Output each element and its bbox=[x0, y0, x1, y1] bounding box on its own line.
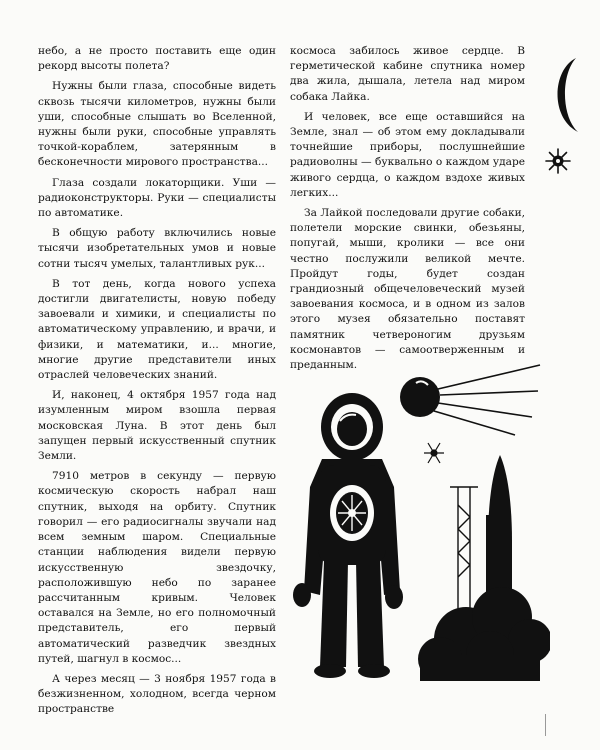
left-text-column bbox=[38, 44, 276, 723]
paragraph: За Лайкой последовали другие собаки, полетели морские свинки, обезьяны, попугай, мыши, кролики — все они честно послужили великой мечте. Пройдут годы, будет создан грандиозный общечеловеческий музей завоевания космоса, и в одном из залов этого музея обязательно поставят памятник четвероногим друзьям космонавтов — самоотверженным и преданным. bbox=[290, 207, 525, 372]
paragraph: Глаза создали локаторщики. Уши — радиоконструкторы. Руки — специалисты по автоматике. bbox=[38, 176, 276, 220]
page-edge-mark bbox=[545, 714, 546, 736]
star-icon bbox=[543, 146, 573, 176]
paragraph: Нужны были глаза, способные видеть сквозь тысячи километров, нужны были уши, способные слышать во Вселенной, нужны были руки, способные управлять точкой-кораблем, затерянным в бесконечности мирового пространства... bbox=[38, 80, 276, 169]
rocket-icon bbox=[486, 455, 512, 595]
paragraph: 7910 метров в секунду — первую космическую скорость набрал наш спутник, выходя на орбиту. Спутник говорил — его радиосигналы звучали над всем земным шаром. Специальные станции наблюдения видели первую искусственную звездочку, расположившую небо по заранее рассчитанным кривым. Человек оставался на Земле, но его полномочный представитель, его первый автоматический разведчик звездных путей, шагнул в космос... bbox=[38, 470, 276, 665]
paragraph: небо, а не просто поставить еще один рекорд высоты полета? bbox=[38, 45, 276, 73]
paragraph: А через месяц — 3 ноября 1957 года в безжизненном, холодном, всегда черном пространстве bbox=[38, 672, 276, 716]
paragraph: В тот день, когда нового успеха достигли двигателисты, новую победу завоевали и химики, и специалисты по автоматическому управлению, и врачи, и физики, и математики, и... многие, многие другие представители иных отраслей человеческих знаний. bbox=[38, 277, 276, 382]
paragraph: И человек, все еще оставшийся на Земле, знал — об этом ему докладывали точнейшие приборы, послушнейшие радиоволны — буквально о каждом ударе живого сердца, о каждом вздохе живых легких... bbox=[290, 110, 525, 199]
right-text-column bbox=[290, 44, 525, 378]
cosmonaut-sputnik-rocket-illustration bbox=[290, 355, 550, 685]
cosmonaut-figure bbox=[293, 393, 403, 678]
sputnik-icon bbox=[400, 365, 540, 435]
paragraph: В общую работу включились новые тысячи изобретательных умов и новые сотни тысяч умелых, талантливых рук... bbox=[38, 227, 276, 270]
paragraph: И, наконец, 4 октября 1957 года над изумленным миром взошла первая московская Луна. В этот день был запущен первый искусственный спутник Земли. bbox=[38, 389, 276, 463]
paragraph: космоса забилось живое сердце. В герметической кабине спутника номер два жила, дышала, летела над миром собака Лайка. bbox=[290, 45, 525, 103]
crescent-moon-icon bbox=[546, 56, 586, 134]
exhaust-cloud bbox=[418, 587, 550, 681]
small-star-icon bbox=[424, 443, 444, 463]
